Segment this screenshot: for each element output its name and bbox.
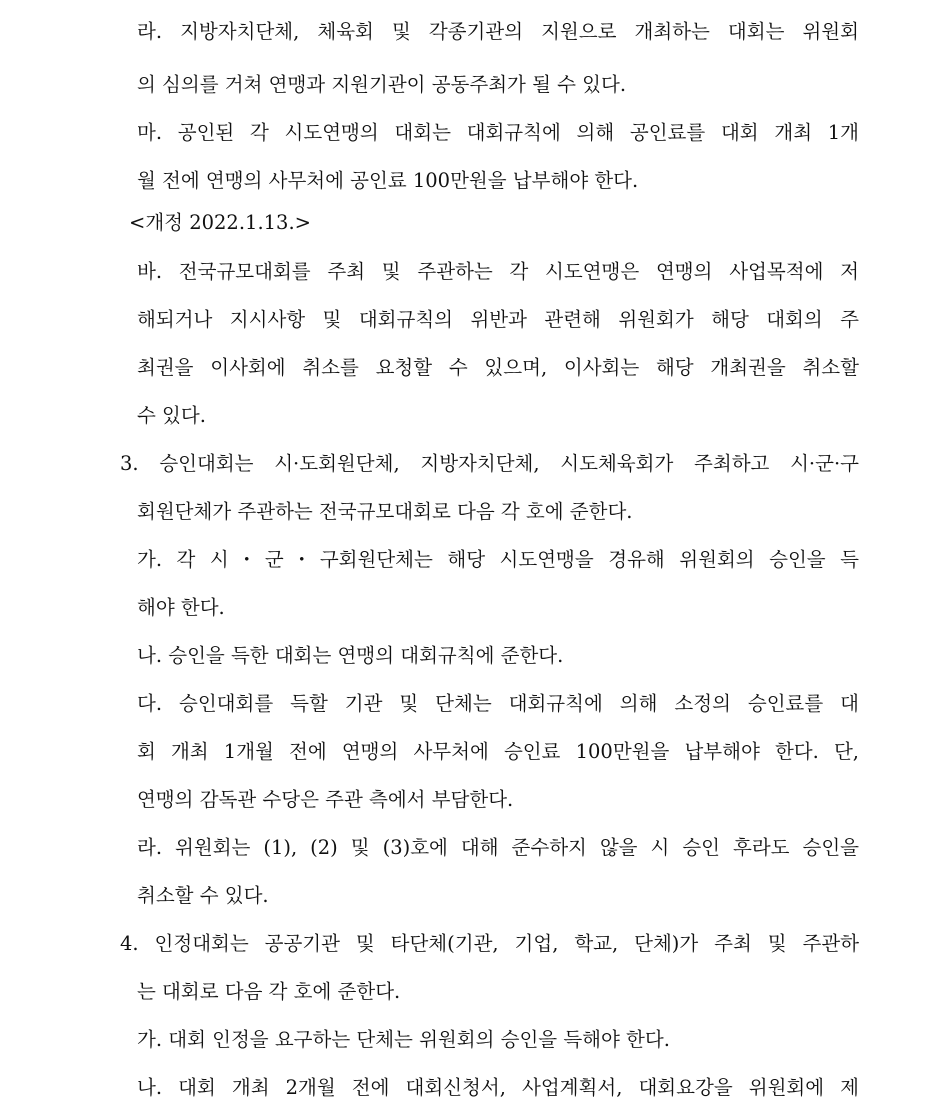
text-line: 4. 인정대회는 공공기관 및 타단체(기관, 기업, 학교, 단체)가 주최 및 주관하	[120, 932, 859, 955]
text-line: 나. 대회 개최 2개월 전에 대회신청서, 사업계획서, 대회요강을 위원회에 제	[137, 1076, 859, 1099]
text-line: 연맹의 감독관 수당은 주관 측에서 부담한다.	[137, 788, 514, 811]
text-line: 해되거나 지시사항 및 대회규칙의 위반과 관련해 위원회가 해당 대회의 주	[137, 308, 859, 331]
text-line: 해야 한다.	[137, 596, 225, 619]
text-line: 취소할 수 있다.	[137, 884, 269, 907]
text-line: <개정 2022.1.13.>	[129, 211, 311, 234]
text-line: 최권을 이사회에 취소를 요청할 수 있으며, 이사회는 해당 개최권을 취소할	[137, 356, 859, 379]
text-line: 가. 각 시・군・구회원단체는 해당 시도연맹을 경유해 위원회의 승인을 득	[137, 548, 859, 571]
text-line: 회원단체가 주관하는 전국규모대회로 다음 각 호에 준한다.	[137, 500, 633, 523]
text-line: 월 전에 연맹의 사무처에 공인료 100만원을 납부해야 한다.	[137, 169, 639, 192]
text-line: 라. 지방자치단체, 체육회 및 각종기관의 지원으로 개최하는 대회는 위원회	[137, 20, 859, 43]
text-line: 바. 전국규모대회를 주최 및 주관하는 각 시도연맹은 연맹의 사업목적에 저	[137, 260, 859, 283]
text-line: 회 개최 1개월 전에 연맹의 사무처에 승인료 100만원을 납부해야 한다. 단,	[137, 740, 859, 763]
text-line: 는 대회로 다음 각 호에 준한다.	[137, 980, 401, 1003]
text-line: 3. 승인대회는 시·도회원단체, 지방자치단체, 시도체육회가 주최하고 시·군·구	[120, 452, 859, 475]
text-line: 라. 위원회는 (1), (2) 및 (3)호에 대해 준수하지 않을 시 승인 후라도 승인을	[137, 836, 859, 859]
text-line: 수 있다.	[137, 404, 206, 427]
text-line: 마. 공인된 각 시도연맹의 대회는 대회규칙에 의해 공인료를 대회 개최 1개	[137, 121, 859, 144]
text-line: 가. 대회 인정을 요구하는 단체는 위원회의 승인을 득해야 한다.	[137, 1028, 670, 1051]
text-line: 의 심의를 거쳐 연맹과 지원기관이 공동주최가 될 수 있다.	[137, 73, 627, 96]
text-line: 다. 승인대회를 득할 기관 및 단체는 대회규칙에 의해 소정의 승인료를 대	[137, 692, 859, 715]
text-line: 나. 승인을 득한 대회는 연맹의 대회규칙에 준한다.	[137, 644, 564, 667]
